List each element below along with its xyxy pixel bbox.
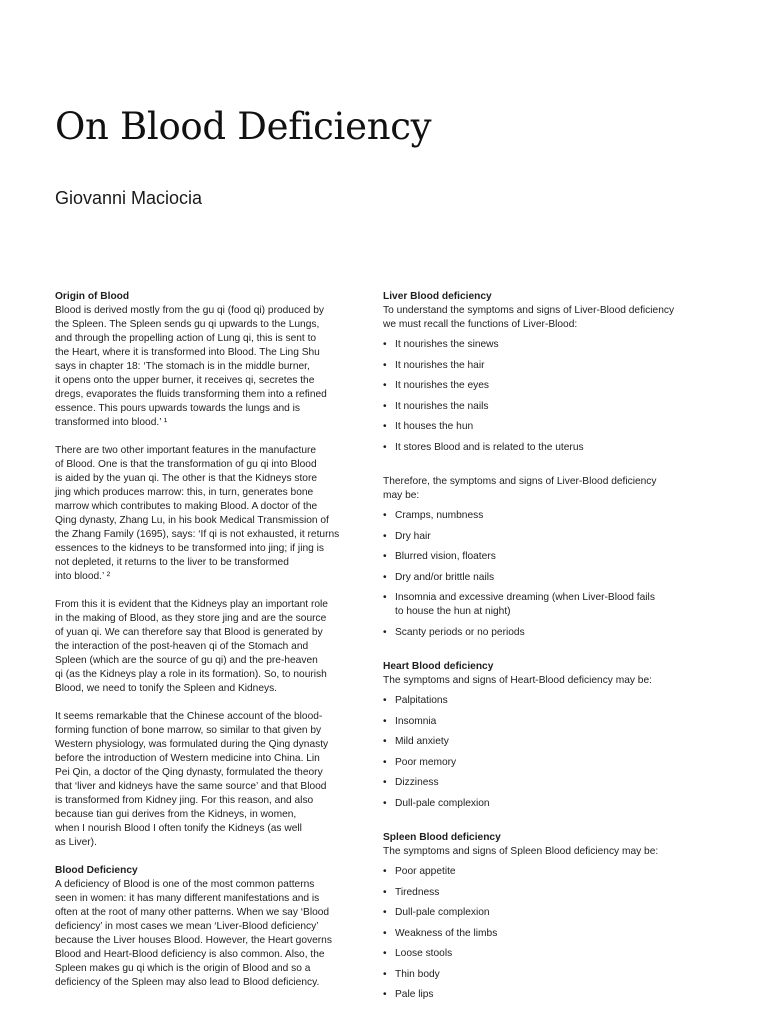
list-item-text: Poor appetite	[395, 866, 456, 877]
bullet-icon: •	[383, 886, 387, 898]
list-item-text: It nourishes the nails	[395, 400, 489, 412]
text-line: Therefore, the symptoms and signs of Liver-Blood deficiency	[383, 476, 657, 487]
liver-symptoms-list	[383, 509, 713, 640]
bullet-icon: •	[383, 797, 387, 809]
bullet-icon: •	[383, 968, 387, 980]
list-item	[383, 591, 713, 619]
bullet-icon: •	[383, 380, 387, 391]
bullet-icon: •	[383, 441, 387, 453]
text-line: It seems remarkable that the Chinese account of the blood-	[55, 711, 323, 722]
text-line: The symptoms and signs of Spleen Blood deficiency may be:	[383, 846, 659, 857]
text-line: when I nourish Blood I often tonify the Kidneys (as well	[55, 823, 302, 834]
list-item-text: It nourishes the sinews	[395, 339, 499, 350]
list-item-text: Scanty periods or no periods	[395, 626, 525, 638]
list-item-text: Dull-pale complexion	[395, 797, 490, 809]
list-item-text: Tiredness	[395, 886, 440, 898]
bullet-icon: •	[383, 626, 387, 638]
text-line: qi (as the Kidneys play a role in its formation). So, to nourish	[55, 669, 327, 680]
text-line: that ‘liver and kidneys have the same source’ and that Blood	[55, 781, 327, 792]
list-item-text: Palpitations	[395, 695, 448, 706]
text-line: we must recall the functions of Liver-Blood:	[383, 319, 578, 330]
list-item	[383, 988, 713, 1002]
list-item-text: Blurred vision, floaters	[395, 551, 496, 562]
bullet-icon: •	[383, 777, 387, 788]
text-line: dregs, evaporates the fluids transforming them into a refined	[55, 389, 327, 400]
bullet-icon: •	[383, 927, 387, 939]
list-item	[383, 865, 713, 879]
text-line: Spleen makes gu qi which is the origin of Blood and so a	[55, 963, 311, 974]
list-item	[383, 338, 713, 352]
text-line: deficiency of the Spleen may also lead to Blood deficiency.	[55, 977, 320, 988]
text-line: because tian gui derives from the Kidneys, in women,	[55, 809, 297, 820]
text-line: and through the propelling action of Lung qi, this is sent to	[55, 333, 317, 344]
list-item-text-continued: to house the hun at night)	[395, 606, 511, 617]
list-item-text: Mild anxiety	[395, 736, 449, 747]
list-item-text: Pale lips	[395, 989, 434, 1000]
text-line: in the making of Blood, as they store jing and are the source	[55, 613, 327, 624]
text-line: A deficiency of Blood is one of the most common patterns	[55, 879, 315, 890]
list-item	[383, 968, 713, 982]
bullet-icon: •	[383, 421, 387, 432]
text-line: as Liver).	[55, 837, 97, 848]
list-item	[383, 359, 713, 373]
text-line: Qing dynasty, Zhang Lu, in his book Medical Transmission of	[55, 515, 329, 526]
bullet-icon: •	[383, 571, 387, 583]
bullet-icon: •	[383, 715, 387, 727]
text-line: There are two other important features in the manufacture	[55, 445, 317, 456]
list-item-text: Cramps, numbness	[395, 510, 484, 521]
article-title: On Blood Deficiency	[55, 105, 432, 148]
text-line: essences to the kidneys to be transformed into jing; if jing is	[55, 543, 324, 554]
bullet-icon: •	[383, 866, 387, 877]
text-line: Pei Qin, a doctor of the Qing dynasty, formulated the theory	[55, 767, 323, 778]
text-line: Blood, we need to tonify the Spleen and Kidneys.	[55, 683, 278, 694]
list-item-text: Loose stools	[395, 948, 453, 959]
paragraph-evident	[55, 598, 355, 696]
list-item-text: It stores Blood and is related to the uterus	[395, 441, 584, 453]
list-item-text: Dry hair	[395, 530, 431, 542]
text-line: essence. This pours upwards towards the lungs and is	[55, 403, 301, 414]
left-column	[55, 290, 355, 990]
list-item	[383, 776, 713, 790]
bullet-icon: •	[383, 592, 387, 603]
text-line: because the Liver houses Blood. However, the Heart governs	[55, 935, 332, 946]
bullet-icon: •	[383, 530, 387, 542]
text-line: Blood is derived mostly from the gu qi (food qi) produced by	[55, 305, 324, 316]
list-item-text: It houses the hun	[395, 421, 474, 432]
text-line: is aided by the yuan qi. The other is that the Kidneys store	[55, 473, 318, 484]
list-item-text: Insomnia and excessive dreaming (when Liver-Blood fails	[395, 592, 655, 603]
text-line: To understand the symptoms and signs of Liver-Blood deficiency	[383, 305, 675, 316]
list-item-text: It nourishes the hair	[395, 359, 485, 371]
text-line: transformed into blood.’ ¹	[55, 417, 168, 428]
section-heading-spleen: Spleen Blood deficiency	[383, 832, 501, 843]
bullet-icon: •	[383, 551, 387, 562]
list-item	[383, 797, 713, 811]
list-item	[383, 509, 713, 523]
liver-functions-list	[383, 338, 713, 455]
text-line: the Zhang Family (1695), says: ‘If qi is not exhausted, it returns	[55, 529, 340, 540]
text-line: may be:	[383, 490, 420, 501]
text-line: From this it is evident that the Kidneys play an important role	[55, 599, 328, 610]
text-line: The symptoms and signs of Heart-Blood deficiency may be:	[383, 675, 652, 686]
paragraph-remarkable	[55, 710, 355, 850]
paragraph-features	[55, 444, 355, 584]
list-item	[383, 420, 713, 434]
text-line: jing which produces marrow: this, in turn, generates bone	[55, 487, 314, 498]
list-item	[383, 530, 713, 544]
bullet-icon: •	[383, 400, 387, 412]
list-item	[383, 886, 713, 900]
text-line: of Blood. One is that the transformation of gu qi into Blood	[55, 459, 317, 470]
list-item	[383, 400, 713, 414]
bullet-icon: •	[383, 339, 387, 350]
list-item	[383, 626, 713, 640]
list-item	[383, 735, 713, 749]
list-item-text: It nourishes the eyes	[395, 380, 490, 391]
right-column	[383, 290, 713, 1002]
list-item	[383, 947, 713, 961]
bullet-icon: •	[383, 510, 387, 521]
list-item-text: Thin body	[395, 968, 440, 980]
list-item	[383, 927, 713, 941]
text-line: Blood and Heart-Blood deficiency is also common. Also, the	[55, 949, 325, 960]
text-line: Spleen (which are the source of gu qi) and the pre-heaven	[55, 655, 318, 666]
list-item-text: Poor memory	[395, 756, 457, 768]
list-item	[383, 715, 713, 729]
list-item	[383, 756, 713, 770]
text-line: is transformed from Kidney jing. For this reason, and also	[55, 795, 314, 806]
author-name: Giovanni Maciocia	[55, 188, 203, 208]
text-line: the interaction of the post-heaven qi of the Stomach and	[55, 641, 309, 652]
paragraph-origin	[55, 304, 355, 430]
text-line: of yuan qi. We can therefore say that Blood is generated by	[55, 627, 323, 638]
heart-symptoms-list	[383, 694, 713, 811]
text-line: seen in women: it has many different manifestations and is	[55, 893, 320, 904]
bullet-icon: •	[383, 989, 387, 1000]
text-line: it opens onto the upper burner, it receives qi, secretes the	[55, 375, 315, 386]
bullet-icon: •	[383, 359, 387, 371]
list-item	[383, 550, 713, 564]
list-item-text: Dull-pale complexion	[395, 907, 490, 918]
spleen-symptoms-list	[383, 865, 713, 1002]
list-item	[383, 379, 713, 393]
section-heading-origin: Origin of Blood	[55, 291, 130, 302]
list-item-text: Insomnia	[395, 715, 437, 727]
section-heading-heart: Heart Blood deficiency	[383, 661, 494, 672]
text-line: often at the root of many other patterns. When we say ‘Blood	[55, 907, 330, 918]
bullet-icon: •	[383, 756, 387, 768]
text-line: before the introduction of Western medicine into China. Lin	[55, 753, 320, 764]
bullet-icon: •	[383, 907, 387, 918]
text-line: Western physiology, was formulated during the Qing dynasty	[55, 739, 329, 750]
text-line: into blood.’ ²	[55, 571, 111, 582]
list-item-text: Weakness of the limbs	[395, 927, 498, 939]
text-line: deficiency’ in most cases we mean ‘Liver-Blood deficiency’	[55, 921, 319, 932]
bullet-icon: •	[383, 948, 387, 959]
list-item	[383, 441, 713, 455]
text-line: the Spleen. The Spleen sends gu qi upwards to the Lungs,	[55, 319, 320, 330]
list-item-text: Dry and/or brittle nails	[395, 571, 495, 583]
list-item	[383, 571, 713, 585]
text-line: the Heart, where it is transformed into Blood. The Ling Shu	[55, 347, 320, 358]
section-heading-blood-deficiency: Blood Deficiency	[55, 865, 138, 876]
list-item	[383, 906, 713, 920]
bullet-icon: •	[383, 736, 387, 747]
list-item-text: Dizziness	[395, 777, 439, 788]
paragraph-deficiency	[55, 878, 355, 990]
text-line: says in chapter 18: ‘The stomach is in the middle burner,	[55, 361, 310, 372]
text-line: forming function of bone marrow, so similar to that given by	[55, 725, 322, 736]
text-line: marrow which contributes to making Blood. A doctor of the	[55, 501, 318, 512]
bullet-icon: •	[383, 695, 387, 706]
list-item	[383, 694, 713, 708]
section-heading-liver: Liver Blood deficiency	[383, 291, 492, 302]
text-line: not depleted, it returns to the liver to be transformed	[55, 557, 289, 568]
